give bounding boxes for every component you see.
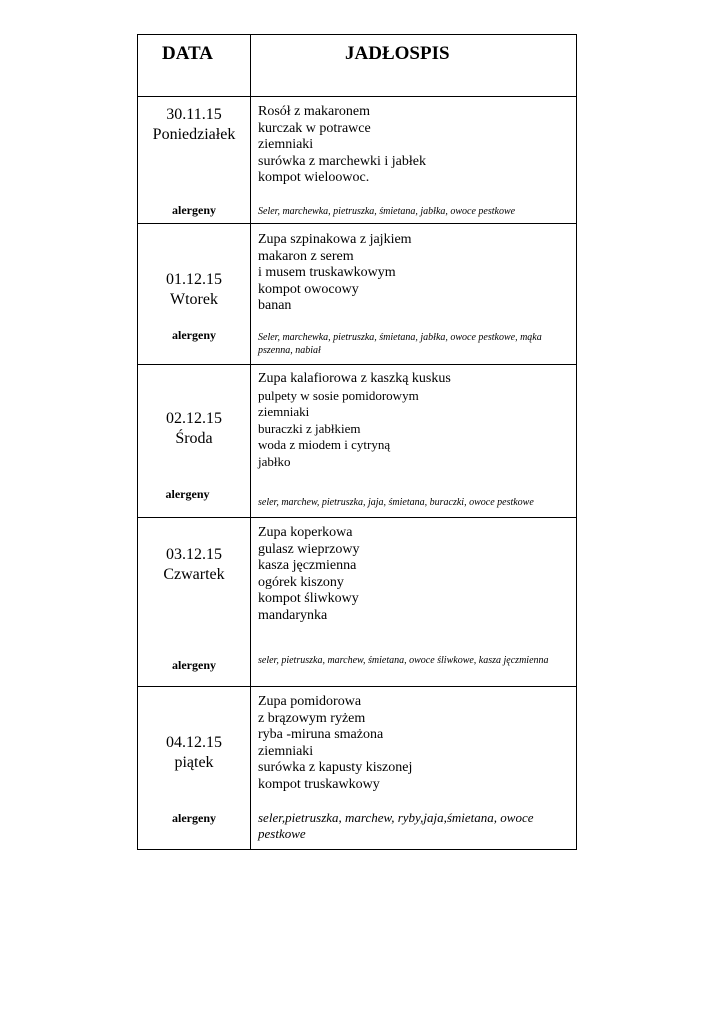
day-date <box>138 270 250 310</box>
dish-list <box>258 371 572 470</box>
dish-item: z brązowym ryżem <box>258 710 366 726</box>
allergens-text: Seler, marchewka, pietruszka, śmietana, jabłka, owoce pestkowe, mąka pszenna, nabiał <box>258 332 542 356</box>
dish-item: jabłko <box>258 453 291 469</box>
weekday-text: piątek <box>174 754 214 771</box>
header-date: DATA <box>138 35 251 97</box>
day-date <box>138 409 250 449</box>
day-cell <box>138 224 251 365</box>
menu-table <box>137 34 577 850</box>
dish-item: surówka z kapusty kiszonej <box>258 760 413 775</box>
dish-list <box>258 694 572 793</box>
weekday-text: Środa <box>175 430 213 447</box>
dish-item: pulpety w sosie pomidorowym <box>258 387 419 403</box>
dish-item: ziemniaki <box>258 404 310 419</box>
dish-item: ziemniaki <box>258 137 314 152</box>
day-row <box>138 365 577 518</box>
day-date <box>138 105 250 145</box>
day-cell <box>138 365 251 518</box>
dish-item: mandarynka <box>258 607 328 623</box>
dish-item: kurczak w potrawce <box>258 120 371 136</box>
allergens-text: Seler, marchewka, pietruszka, śmietana, jabłka, owoce pestkowe <box>258 206 516 217</box>
dish-item: Zupa koperkowa <box>258 525 353 540</box>
menu-cell <box>251 518 577 687</box>
menu-cell <box>251 687 577 850</box>
dish-item: buraczki z jabłkiem <box>258 420 361 436</box>
date-text: 30.11.15 <box>166 106 222 123</box>
weekday-text: Czwartek <box>163 566 225 583</box>
dish-item: gulasz wieprzowy <box>258 541 360 557</box>
header-menu: JADŁOSPIS <box>251 35 577 97</box>
dish-list <box>258 104 572 187</box>
dish-item: banan <box>258 298 292 313</box>
dish-item: ryba -miruna smażona <box>258 727 384 742</box>
date-text: 04.12.15 <box>166 734 222 751</box>
day-date <box>138 733 250 773</box>
day-row <box>138 518 577 687</box>
allergens-label: alergeny <box>172 328 216 342</box>
date-text: 01.12.15 <box>166 271 222 288</box>
dish-item: ziemniaki <box>258 743 314 759</box>
allergens-text: seler, pietruszka, marchew, śmietana, owoce śliwkowe, kasza jęczmienna <box>258 655 549 666</box>
dish-item: makaron z serem <box>258 248 354 264</box>
allergens-label: alergeny <box>165 487 210 501</box>
dish-item: kasza jęczmienna <box>258 558 357 573</box>
day-cell <box>138 518 251 687</box>
allergens-label: alergeny <box>172 203 216 217</box>
allergens-text: seler,pietruszka, marchew, ryby,jaja,śmietana, owoce pestkowe <box>258 810 534 841</box>
day-cell <box>138 97 251 224</box>
dish-list <box>258 525 572 624</box>
weekday-text: Wtorek <box>170 291 218 308</box>
dish-item: kompot śliwkowy <box>258 591 359 606</box>
day-row <box>138 687 577 850</box>
dish-item: Zupa szpinakowa z jajkiem <box>258 232 412 247</box>
dish-item: kompot wieloowoc. <box>258 170 370 185</box>
date-text: 03.12.15 <box>166 546 222 563</box>
day-date <box>138 545 250 585</box>
dish-item: kompot truskawkowy <box>258 776 380 792</box>
header-row <box>138 35 577 97</box>
dish-list <box>258 232 572 315</box>
allergens-text: seler, marchew, pietruszka, jaja, śmietana, buraczki, owoce pestkowe <box>258 497 534 508</box>
dish-item: ogórek kiszony <box>258 574 344 590</box>
day-cell <box>138 687 251 850</box>
allergens-label: alergeny <box>172 811 216 825</box>
weekday-text: Poniedziałek <box>152 126 236 143</box>
dish-item: Zupa pomidorowa <box>258 694 362 709</box>
menu-cell <box>251 97 577 224</box>
dish-item: surówka z marchewki i jabłek <box>258 153 426 169</box>
menu-cell <box>251 224 577 365</box>
day-row <box>138 224 577 365</box>
dish-item: i musem truskawkowym <box>258 265 396 280</box>
menu-cell <box>251 365 577 518</box>
allergens-label: alergeny <box>172 658 216 672</box>
dish-item: kompot owocowy <box>258 281 359 297</box>
day-row <box>138 97 577 224</box>
dish-item: Zupa kalafiorowa z kaszką kuskus <box>258 371 451 386</box>
date-text: 02.12.15 <box>166 410 222 427</box>
dish-item: woda z miodem i cytryną <box>258 437 391 452</box>
dish-item: Rosół z makaronem <box>258 104 370 119</box>
